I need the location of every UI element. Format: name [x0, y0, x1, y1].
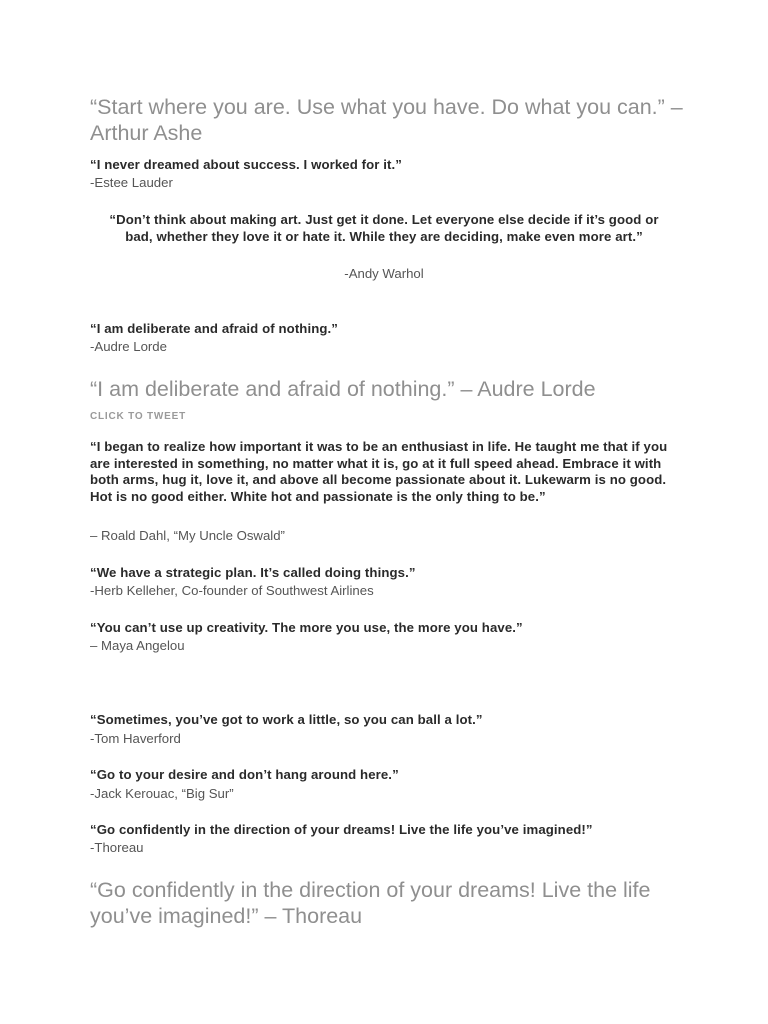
quote-text-lorde: “I am deliberate and afraid of nothing.”: [90, 321, 338, 336]
quote-text-lauder: “I never dreamed about success. I worked for it.”: [90, 157, 402, 172]
quote-text-thoreau: “Go confidently in the direction of your dreams! Live the life you’ve imagined!”: [90, 822, 593, 837]
featured-quote-ashe: “Start where you are. Use what you have. Do what you can.” – Arthur Ashe: [90, 95, 683, 145]
quote-text-warhol: “Don’t think about making art. Just get it done. Let everyone else decide if it’s good or bad, whether they love it or hate it. While they are deciding, make even more art.”: [109, 212, 659, 244]
quote-text-kelleher: “We have a strategic plan. It’s called doing things.”: [90, 565, 416, 580]
featured-quote-thoreau: “Go confidently in the direction of your dreams! Live the life you’ve imagined!” – Thoreau: [90, 878, 651, 928]
featured-quote-lorde: “I am deliberate and afraid of nothing.” – Audre Lorde: [90, 377, 596, 401]
quote-author-warhol: -Andy Warhol: [344, 266, 424, 281]
quote-author-haverford: -Tom Haverford: [90, 731, 181, 746]
quote-author-kelleher: -Herb Kelleher, Co-founder of Southwest Airlines: [90, 583, 374, 598]
quote-text-dahl: “I began to realize how important it was to be an enthusiast in life. He taught me that if you are interested in something, no matter what it is, go at it full speed ahead. Embrace it with both arms, hug it, love it, and above all become passionate about it. Lukewarm is no good. Hot is no good either. White hot and passionate is the only thing to be.”: [90, 439, 668, 504]
quote-author-angelou: – Maya Angelou: [90, 638, 185, 653]
quote-text-haverford: “Sometimes, you’ve got to work a little, so you can ball a lot.”: [90, 712, 483, 727]
quote-text-kerouac: “Go to your desire and don’t hang around here.”: [90, 767, 399, 782]
quote-text-angelou: “You can’t use up creativity. The more you use, the more you have.”: [90, 620, 523, 635]
quote-author-lauder: -Estee Lauder: [90, 175, 173, 190]
quote-author-dahl: – Roald Dahl, “My Uncle Oswald”: [90, 528, 285, 543]
quote-author-lorde: -Audre Lorde: [90, 339, 167, 354]
quote-author-thoreau: -Thoreau: [90, 840, 144, 855]
quote-author-kerouac: -Jack Kerouac, “Big Sur”: [90, 786, 234, 801]
click-to-tweet-link[interactable]: CLICK TO TWEET: [90, 411, 187, 422]
